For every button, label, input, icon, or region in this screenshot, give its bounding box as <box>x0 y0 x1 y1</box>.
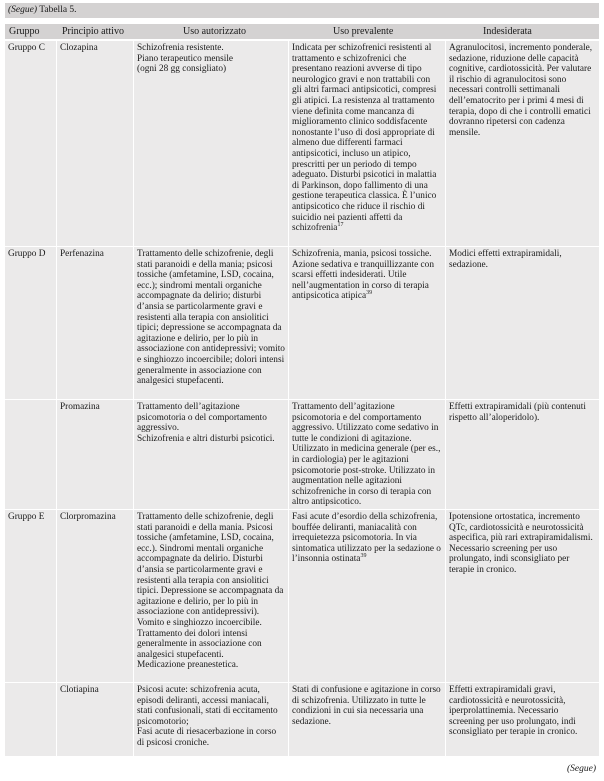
header-gruppo: Gruppo <box>9 26 40 37</box>
cell-prevalent-clozapina: Indicata per schizofrenici resistenti al trattamento e schizofrenici che presentano reazioni avverse di tipo neurologico gravi e non trattabili con gli altri farmaci antipsicotici, compresi gli atipici. La resistenza al trattamento viene definita come mancanza di miglioramento clinico soddisfacente nonostante l’uso di dosi appropriate di almeno due differenti farmaci antipsicotici, incluso un atipico, prescritti per un periodo di tempo adeguato. Disturbi psicotici in malattia di Parkinson, dopo fallimento di una gestione terapeutica classica. È l’unico antipsicotico che riduce il rischio di suicidio nei pazienti affetti da schizofrenia$^{17}$ <box>289 41 445 246</box>
cell-undesired-clozapina: Agranulocitosi, incremento ponderale, sedazione, riduzione delle capacità cognitive, cardiotossicità. Per valutare il rischio di agranulocitosi sono necessari controlli settimanali dell’ematocrito per i primi 4 mesi di terapia, dopo di che i controlli ematici dovranno ripetersi con cadenza mensile. <box>446 41 599 246</box>
cell-prevalent-clorpromazina: Fasi acute d’esordio della schizofrenia, bouffée deliranti, maniacalità con irrequietezza psicomotoria. In via sintomatica utilizzato per la sedazione o l’insonnia ostinata$^{39}$ <box>289 510 445 682</box>
cell-authorized-promazina: Trattamento dell’agitazione psicomotoria o del comportamento aggressivo. Schizofrenia e altri disturbi psicotici. <box>134 400 288 509</box>
cell-group-empty-promazina <box>5 400 56 509</box>
caption-segue: (Segue) <box>8 5 38 15</box>
header-principio-attivo: Principio attivo <box>62 26 124 37</box>
table-header <box>5 24 599 40</box>
cell-drug-clozapina: Clozapina <box>57 41 133 246</box>
page-continuation-note: (Segue) <box>566 764 596 774</box>
header-uso-autorizzato: Uso autorizzato <box>183 26 247 37</box>
cell-drug-perfenazina: Perfenazina <box>57 247 133 399</box>
cell-drug-promazina: Promazina <box>57 400 133 509</box>
caption-title: Tabella 5. <box>39 5 77 15</box>
cell-authorized-clozapina: Schizofrenia resistente. Piano terapeutico mensile (ogni 28 gg consigliato) <box>134 41 288 246</box>
cell-undesired-clotiapina: Effetti extrapiramidali gravi, cardiotossicità e neurotossicità, iperprolattinemia. Necessario screening per uso prolungato, indi sconsigliato per terapie in cronico. <box>446 683 599 756</box>
cell-prevalent-clotiapina: Stati di confusione e agitazione in corso di schizofrenia. Utilizzato in tutte le condizioni in cui sia necessaria una sedazione. <box>289 683 445 756</box>
cell-authorized-clotiapina: Psicosi acute: schizofrenia acuta, episodi deliranti, accessi maniacali, stati confusionali, stati di eccitamento psicomotorio; Fasi acute di riesacerbazione in corso di psicosi croniche. <box>134 683 288 756</box>
cell-undesired-clorpromazina: Ipotensione ortostatica, incremento QTc, cardiotossicità e neurotossicità aspecifica, più rari extrapiramidalismi. Necessario screening per uso prolungato, indi sconsigliato per terapie in cronico. <box>446 510 599 682</box>
cell-authorized-perfenazina: Trattamento delle schizofrenie, degli stati paranoidi e della mania; psicosi tossiche (amfetamine, LSD, cocaina, ecc.); sindromi mentali organiche accompagnate da delirio; disturbi d’ansia se particolarmente gravi e resistenti alla terapia con ansiolitici tipici; depressione se accompagnata da agitazione e delirio, per lo più in associazione con antidepressivi; vomito e singhiozzo incoercibile; dolori intensi generalmente in associazione con analgesici stupefacenti. <box>134 247 288 399</box>
cell-prevalent-perfenazina: Schizofrenia, mania, psicosi tossiche. Azione sedativa e tranquillizzante con scarsi effetti indesiderati. Utile nell’augmentation in corso di terapia antipsicotica atipica$^{39}$ <box>289 247 445 399</box>
cell-group-e: Gruppo E <box>5 510 56 682</box>
cell-drug-clotiapina: Clotiapina <box>57 683 133 756</box>
cell-group-c: Gruppo C <box>5 41 56 246</box>
cell-undesired-promazina: Effetti extrapiramidali (più contenuti rispetto all’aloperidolo). <box>446 400 599 509</box>
cell-group-d: Gruppo D <box>5 247 56 399</box>
header-uso-prevalente: Uso prevalente <box>333 26 394 37</box>
cell-undesired-perfenazina: Modici effetti extrapiramidali, sedazione. <box>446 247 599 399</box>
table-caption <box>5 3 599 18</box>
header-indesiderata: Indesiderata <box>483 26 532 37</box>
cell-drug-clorpromazina: Clorpromazina <box>57 510 133 682</box>
cell-prevalent-promazina: Trattamento dell’agitazione psicomotoria e del comportamento aggressivo. Utilizzato come sedativo in tutte le condizioni di agitazione. Utilizzato in medicina generale (per es., in cardiologia) per le agitazioni psicomotorie post-stroke. Utilizzato in augmentation nelle agitazioni schizofreniche in corso di terapia con altro antipsicotico. <box>289 400 445 509</box>
cell-group-empty-clotiapina <box>5 683 56 756</box>
cell-authorized-clorpromazina: Trattamento delle schizofrenie, degli stati paranoidi e della mania. Psicosi tossiche (amfetamine, LSD, cocaina, ecc.). Sindromi mentali organiche accompagnate da delirio. Disturbi d’ansia se particolarmente gravi e resistenti alla terapia con ansiolitici tipici. Depressione se accompagnata da agitazione e delirio, per lo più in associazione con antidepressivi). Vomito e singhiozzo incoercibile. Trattamento dei dolori intensi generalmente in associazione con analgesici stupefacenti. Medicazione preanestetica. <box>134 510 288 682</box>
